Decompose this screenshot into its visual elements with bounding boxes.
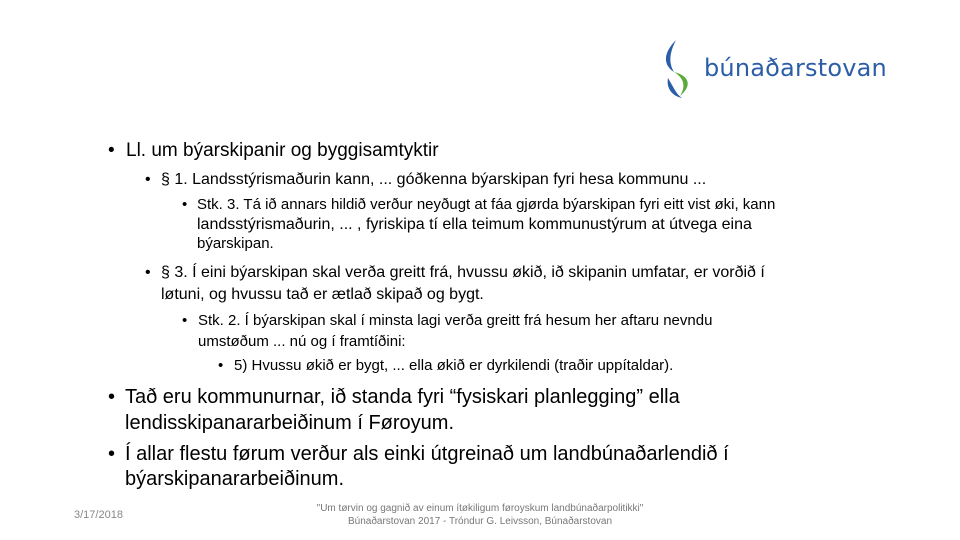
bullet-text: umstøðum ... nú og í framtíðini: xyxy=(198,333,406,350)
water-drop-leaf-icon xyxy=(660,38,700,100)
bullet-text: Stk. 3. Tá ið annars hildið verður neyðugt at fáa gjørda býarskipan fyri eitt vist øki, kann xyxy=(197,196,776,213)
bunadarstovan-logo xyxy=(660,38,900,100)
bullet-text: Í allar flestu førum verður als einki útgreinað um landbúnaðarlendið í xyxy=(125,443,729,465)
bullet-text: Tað eru kommunurnar, ið standa fyri “fysiskari planlegging” ella xyxy=(125,386,680,408)
bullet-text: Stk. 2. Í býarskipan skal í minsta lagi verða greitt frá hesum her aftaru nevndu xyxy=(198,312,713,329)
footer-citation xyxy=(250,502,710,528)
bullet-text: býarskipan. xyxy=(197,235,274,252)
bullet-text: løtuni, og hvussu tað er ætlað skipað og bygt. xyxy=(161,286,484,303)
bullet-text: landsstýrismaðurin, ... , fyriskipa tí ella teimum kommunustýrum at útvega eina xyxy=(197,216,752,233)
bullet-text: § 3. Í eini býarskipan skal verða greitt frá, hvussu økið, ið skipanin umfatar, er vorðið í xyxy=(161,264,765,281)
bullet-text: § 1. Landsstýrismaðurin kann, ... góðkenna býarskipan fyri hesa kommunu ... xyxy=(161,171,707,188)
footer-line: "Um tørvin og gagnið av einum ítøkiligum føroyskum landbúnaðarpolitikki" xyxy=(316,503,644,514)
bullet-text: Ll. um býarskipanir og byggisamtyktir xyxy=(126,140,439,161)
bullet-text: lendisskipanararbeiðinum í Føroyum. xyxy=(125,412,455,434)
footer-line: Búnaðarstovan 2017 - Tróndur G. Leivsson, Búnaðarstovan xyxy=(347,516,613,527)
footer-date: 3/17/2018 xyxy=(74,509,123,521)
bullet-text: 5) Hvussu økið er bygt, ... ella økið er dyrkilendi (traðir uppítaldar). xyxy=(234,357,674,374)
bullet-text: býarskipanararbeiðinum. xyxy=(125,468,345,490)
logo-text: búnaðarstovan xyxy=(704,54,887,82)
